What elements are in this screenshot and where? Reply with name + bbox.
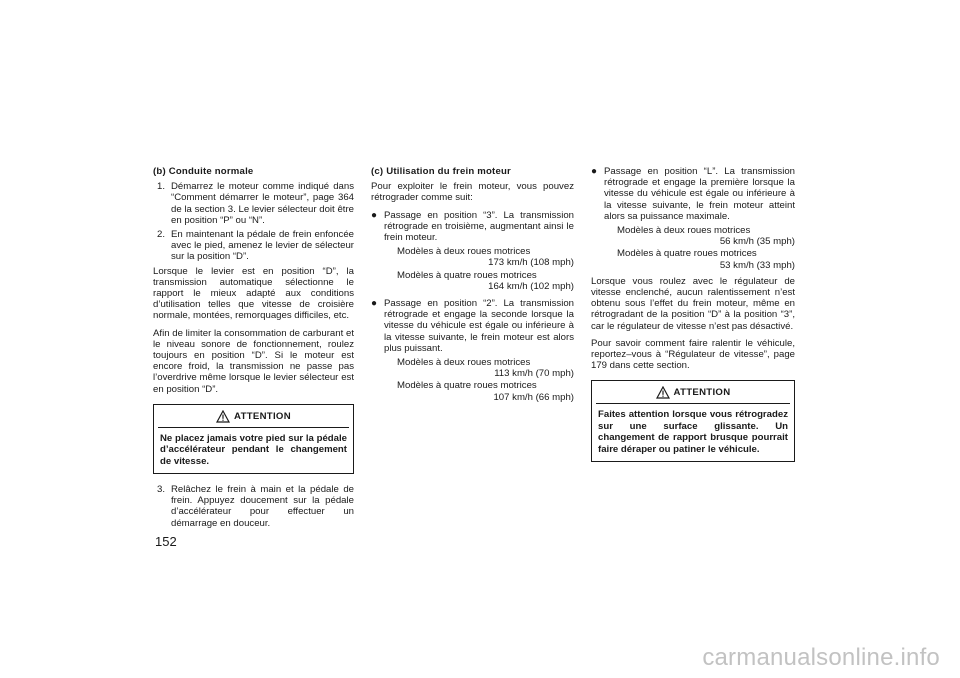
- warning-triangle-icon: [216, 410, 230, 423]
- bullet-position-l: ● Passage en position “L”. La transmission rétrograde et engage la première lorsque la vitesse du véhicule est égale ou inférieure à la vitesse suivante, le frein moteur atteint alors sa puissance maximale.: [591, 166, 795, 222]
- model-label: Modèles à quatre roues motrices: [397, 269, 537, 281]
- warning-header: [154, 405, 353, 427]
- speed-table-3: [397, 246, 574, 292]
- speed-value: 56 km/h (35 mph): [719, 236, 795, 248]
- bullet-icon: ●: [371, 298, 378, 310]
- bullet-icon: ●: [591, 166, 598, 177]
- middle-column: [371, 166, 574, 404]
- warning-text: Faites attention lorsque vous rétrogradez sur une surface glissante. Un changement de rapport brusque pourrait faire déraper ou patiner le véhicule.: [596, 403, 790, 461]
- model-label: Modèles à deux roues motrices: [397, 246, 531, 258]
- model-label: Modèles à quatre roues motrices: [397, 380, 537, 392]
- warning-title: ATTENTION: [673, 387, 731, 399]
- model-label: Modèles à deux roues motrices: [397, 357, 531, 369]
- page-number: 152: [155, 534, 177, 549]
- warning-box-left: [153, 404, 354, 474]
- speed-value: 107 km/h (66 mph): [493, 391, 574, 403]
- paragraph-fuel: Afin de limiter la consommation de carburant et le niveau sonore de fonctionnement, roulez toujours en position “D”. Si le moteur est encore froid, la transmission ne passe pas l’overdrive même lorsque le levier sélecteur est en position “D”.: [153, 327, 354, 395]
- right-column: [591, 166, 795, 472]
- speed-value: 173 km/h (108 mph): [488, 257, 574, 269]
- warning-title: ATTENTION: [234, 410, 291, 422]
- step-2: 2. En maintenant la pédale de frein enfoncée avec le pied, amenez le levier de sélecteur sur la position “D”.: [157, 229, 354, 263]
- intro-text: Pour exploiter le frein moteur, vous pouvez rétrograder comme suit:: [371, 181, 574, 204]
- step-3: 3. Relâchez le frein à main et la pédale de frein. Appuyez doucement sur la pédale d’accélérateur pour effectuer un démarrage en douceur.: [157, 484, 354, 529]
- warning-text: Ne placez jamais votre pied sur la pédale d’accélérateur pendant le changement de vitesse.: [158, 427, 349, 473]
- model-label: Modèles à quatre roues motrices: [617, 248, 757, 260]
- watermark: carmanualsonline.info: [702, 644, 940, 671]
- step-1: 1. Démarrez le moteur comme indiqué dans “Comment démarrer le moteur”, page 364 de la section 3. Le levier sélecteur doit être en position “P” ou “N”.: [157, 181, 354, 226]
- paragraph-see-page: Pour savoir comment faire ralentir le véhicule, reportez–vous à “Régulateur de vitesse”, page 179 dans cette section.: [591, 337, 795, 372]
- bullet-position-2: ● Passage en position “2”. La transmission rétrograde et engage la seconde lorsque la vitesse du véhicule est égale ou inférieure à la vitesse suivante, le frein moteur est alors plus puissant.: [371, 298, 574, 354]
- speed-value: 113 km/h (70 mph): [494, 368, 574, 380]
- model-label: Modèles à deux roues motrices: [617, 225, 751, 237]
- warning-triangle-icon: [656, 386, 670, 399]
- speed-table-l: [617, 225, 795, 271]
- speed-value: 164 km/h (102 mph): [488, 280, 574, 292]
- section-heading-b: (b) Conduite normale: [153, 166, 254, 177]
- speed-value: 53 km/h (33 mph): [719, 259, 795, 271]
- speed-table-2: [397, 357, 574, 403]
- section-heading-c: (c) Utilisation du frein moteur: [371, 166, 511, 177]
- bullet-icon: ●: [371, 209, 378, 221]
- left-column: [153, 166, 354, 532]
- paragraph-cruise-control: Lorsque vous roulez avec le régulateur de vitesse enclenché, aucun ralentissement n’est obtenu sous l’effet du frein moteur, même en rétrogradant de la position “D” à la position “3”, car le régulateur de vitesse n’est pas désactivé.: [591, 275, 795, 332]
- bullet-position-3: ● Passage en position “3”. La transmission rétrograde en troisième, augmentant ainsi le frein moteur.: [371, 209, 574, 244]
- paragraph-d-position: Lorsque le levier est en position “D”, la transmission automatique sélectionne le rapport le mieux adapté aux conditions d’utilisation telles que vitesse de croisière normale, montées, remorquages difficiles, etc.: [153, 265, 354, 322]
- warning-box-right: [591, 380, 795, 462]
- warning-header: [592, 381, 794, 403]
